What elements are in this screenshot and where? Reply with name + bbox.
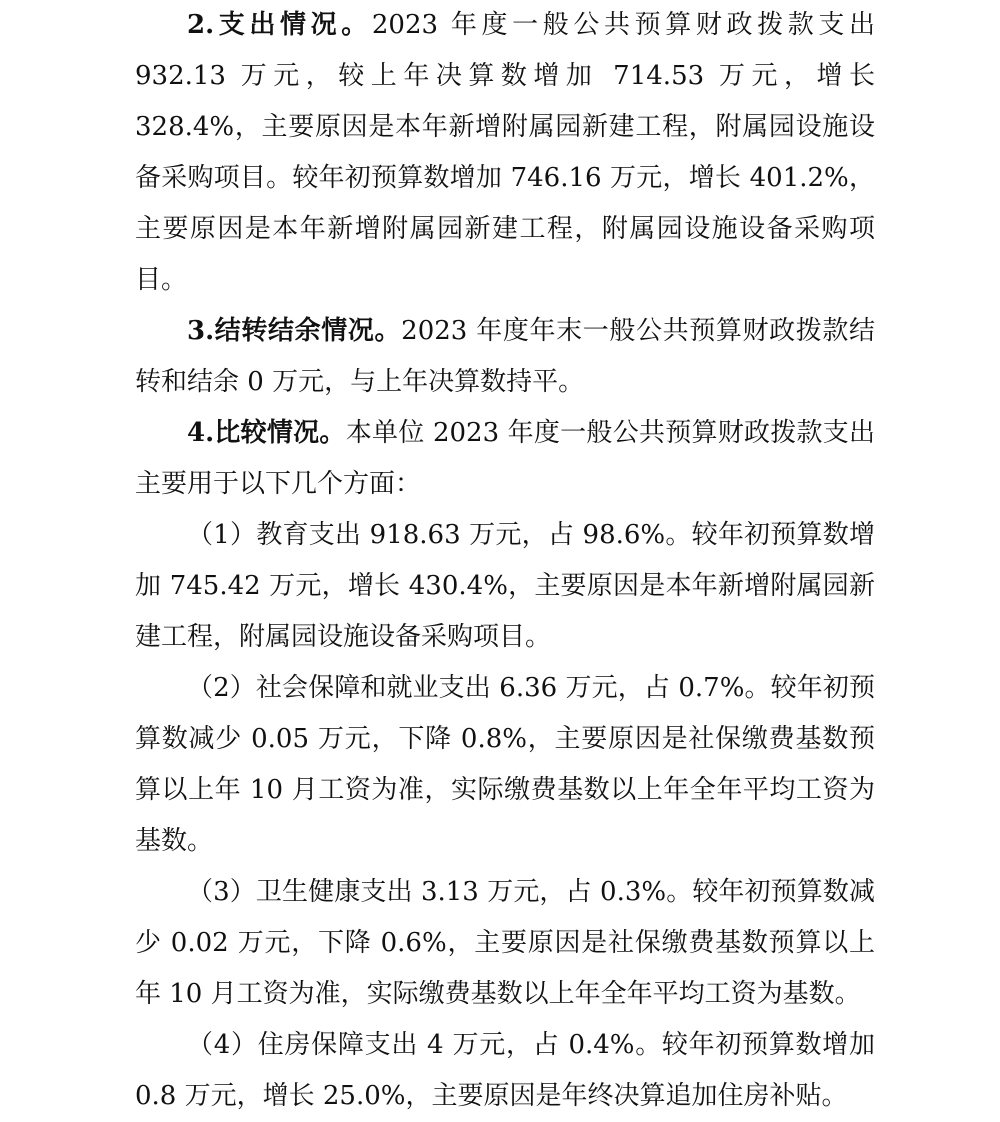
paragraph-comparison <box>135 408 875 510</box>
paragraph-housing <box>135 1020 875 1122</box>
paragraph-text: （1）教育支出 918.63 万元，占 98.6%。较年初预算数增加 745.42 万元，增长 430.4%，主要原因是本年新增附属园新建工程，附属园设施设备采购项目。 <box>135 520 875 652</box>
section-heading: 3.结转结余情况。 <box>187 316 402 346</box>
paragraph-text: 2023 年度年末一般公共预算财政拨款结转和结余 0 万元，与上年决算数持平。 <box>135 316 875 397</box>
paragraph-text: 本单位 2023 年度一般公共预算财政拨款支出主要用于以下几个方面： <box>135 418 875 499</box>
paragraph-text: 2023 年度一般公共预算财政拨款支出 932.13 万元，较上年决算数增加 714.53 万元，增长 328.4%，主要原因是本年新增附属园新建工程，附属园设施设备采购项目。较年初预算数增加 746.16 万元，增长 401.2%，主要原因是本年新增附属园新建工程，附属园设施设备采购项目。 <box>135 10 875 295</box>
document-body <box>135 0 875 1122</box>
paragraph-expenditure <box>135 0 875 306</box>
paragraph-text: （3）卫生健康支出 3.13 万元，占 0.3%。较年初预算数减少 0.02 万元，下降 0.6%，主要原因是社保缴费基数预算以上年 10 月工资为准，实际缴费基数以上年全年平均工资为基数。 <box>135 877 875 1009</box>
paragraph-health <box>135 867 875 1020</box>
paragraph-social-security <box>135 663 875 867</box>
paragraph-carryover <box>135 306 875 408</box>
section-heading: 4.比较情况。 <box>187 418 346 448</box>
paragraph-text: （2）社会保障和就业支出 6.36 万元，占 0.7%。较年初预算数减少 0.05 万元，下降 0.8%，主要原因是社保缴费基数预算以上年 10 月工资为准，实际缴费基数以上年全年平均工资为基数。 <box>135 673 875 856</box>
section-heading: 2.支出情况。 <box>187 10 372 40</box>
paragraph-education <box>135 510 875 663</box>
paragraph-text: （4）住房保障支出 4 万元，占 0.4%。较年初预算数增加 0.8 万元，增长 25.0%，主要原因是年终决算追加住房补贴。 <box>135 1030 875 1111</box>
